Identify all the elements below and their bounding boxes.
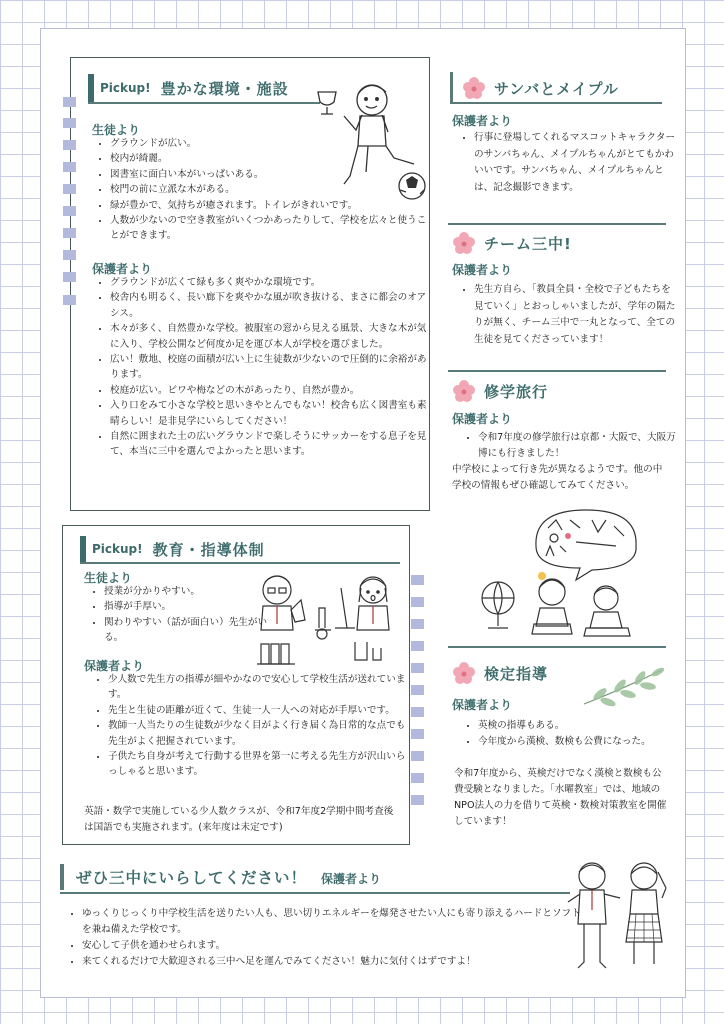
- title-underline: [450, 102, 662, 104]
- binder-tab: [63, 118, 76, 128]
- parents-heading: 保護者より: [452, 114, 513, 128]
- title-underline: [88, 102, 320, 104]
- binder-tab: [63, 272, 76, 282]
- list-item: • 先生方自ら、「教員全員・全校で子どもたちを見ていく」とおっしゃいましたが、学年の隔たりが無く、チーム三中で一丸となって、全ての生徒を見てくださっています！: [474, 282, 678, 348]
- list-item: • 校庭が広い。ビワや梅などの木があったり、自然が豊か。: [110, 383, 428, 398]
- parents-heading: 保護者より: [452, 412, 513, 426]
- list-item: • 少人数で先生方の指導が細やかなので安心して学校生活が送れています。: [108, 672, 414, 703]
- pickup-education-title: [80, 536, 406, 562]
- note-text: 英語・数学で実施している少人数クラスが、令和7年度2学期中間考査後は国語でも実施されます。(来年度は未定です): [84, 806, 394, 833]
- list-item: • グラウンドが広くて緑も多く爽やかな環境です。: [110, 275, 428, 290]
- students-list: [90, 584, 284, 646]
- list-item: • 指導が手厚い。: [104, 599, 284, 614]
- parents-heading: 保護者より: [452, 698, 513, 712]
- parents-list: [94, 672, 414, 780]
- pickup-tag: Pickup!: [100, 81, 151, 95]
- section-divider: [448, 223, 666, 225]
- samba-title: [462, 74, 619, 102]
- two-students-illustration: [566, 858, 672, 974]
- team-title: [452, 230, 572, 256]
- flower-icon: [452, 379, 476, 403]
- binder-tab: [411, 597, 424, 607]
- section-title: 修学旅行: [484, 382, 549, 401]
- section-divider: [448, 646, 666, 648]
- list-item: • 人数が少ないので空き教室がいくつかあったりして、学校を広々と使うことができます。: [110, 213, 428, 244]
- parents-list: [96, 275, 428, 460]
- list-item: • 自然に囲まれた土の広いグラウンドで楽しそうにサッカーをする息子を見て、本当に三中を選んでよかったと思います。: [110, 429, 428, 460]
- parents-heading: 保護者より: [452, 263, 513, 277]
- bottom-title: [76, 866, 381, 888]
- bottom-list: [68, 906, 582, 970]
- section-title: サンバとメイプル: [494, 79, 619, 98]
- binder-tab: [63, 140, 76, 150]
- section-title: チーム三中!: [484, 234, 572, 253]
- pickup-tag: Pickup!: [92, 542, 143, 556]
- section-title: ぜひ三中にいらしてください！: [76, 869, 308, 887]
- title-underline: [60, 892, 570, 894]
- students-heading: 生徒より: [84, 571, 133, 585]
- binder-tab: [63, 162, 76, 172]
- trophy-icon: [318, 92, 336, 105]
- parents-heading: 保護者より: [92, 262, 153, 276]
- trip-title: [452, 378, 548, 404]
- flower-icon: [462, 76, 486, 100]
- list-item: • 入り口をみて小さな学校と思いきやとんでもない！校舎も広く図書室も素晴らしい！是非見学にいらしてください！: [110, 398, 428, 429]
- list-item: • グラウンドが広い。: [110, 136, 428, 151]
- binder-tab: [63, 97, 76, 107]
- list-item: • 教師一人当たりの生徒数が少なく目がよく行き届く為日常的な点でも先生がよく把握されています。: [108, 718, 414, 749]
- title-accent: [450, 72, 453, 102]
- section-divider: [448, 370, 666, 372]
- list-item: • 校内が綺麗。: [110, 151, 428, 166]
- flower-icon: [452, 661, 476, 685]
- list-item: • 令和7年度の修学旅行は京都・大阪で、大阪万博にも行きました！: [478, 430, 678, 462]
- list-item: • 広い！敷地、校庭の面積が広い上に生徒数が少ないので圧倒的に余裕があります。: [110, 352, 428, 383]
- trip-list: [464, 430, 678, 462]
- parents-heading: 保護者より: [84, 659, 145, 673]
- binder-tab: [63, 184, 76, 194]
- list-item: • ゆっくりじっくり中学校生活を送りたい人も、思い切りエネルギーを爆発させたい人にも寄り添えるハードとソフトを兼ね備えた学校です。: [82, 906, 582, 938]
- parents-heading: 保護者より: [321, 872, 382, 886]
- kentei-list: [464, 718, 678, 750]
- list-item: • 授業が分かりやすい。: [104, 584, 284, 599]
- list-item: • 来てくれるだけで大歓迎される三中へ足を運んでみてください！魅力に気付くはずですよ！: [82, 954, 582, 970]
- list-item: • 子供たち自身が考えて行動する世界を第一に考える先生方が沢山いらっしゃると思います。: [108, 749, 414, 780]
- students-heading: 生徒より: [92, 123, 141, 137]
- binder-tab: [63, 250, 76, 260]
- list-item: • 行事に登場してくれるマスコットキャラクターのサンバちゃん、メイプルちゃんがとてもかわいいです。サンバちゃん、メイプルちゃんとは、記念撮影できます。: [474, 130, 678, 196]
- title-underline: [80, 562, 400, 564]
- list-item: • 校舎内も明るく、長い廊下を爽やかな風が吹き抜ける、まさに都会のオアシス。: [110, 290, 428, 321]
- list-item: • 先生と生徒の距離が近くて、生徒一人一人への対応が手厚いです。: [108, 703, 414, 718]
- flower-icon: [452, 231, 476, 255]
- leaf-icon: [580, 666, 666, 708]
- binder-tab: [411, 795, 424, 805]
- list-item: • 安心して子供を通わせられます。: [82, 938, 582, 954]
- list-item: • 今年度から漢検、数検も公費になった。: [478, 734, 678, 750]
- samba-list: [460, 130, 678, 196]
- title-accent: [60, 864, 64, 890]
- list-item: • 関わりやすい（話が面白い）先生がいる。: [104, 615, 284, 646]
- list-item: • 英検の指導もある。: [478, 718, 678, 734]
- list-item: • 校門の前に立派な木がある。: [110, 182, 428, 197]
- binder-tab: [63, 295, 76, 305]
- binder-tab: [63, 228, 76, 238]
- section-title: 豊かな環境・施設: [160, 79, 289, 98]
- binder-tab: [411, 575, 424, 585]
- list-item: • 木々が多く、自然豊かな学校。被服室の窓から見える風景、大きな木が気に入り、学校公開など何度か足を運び本人が学校を選びました。: [110, 321, 428, 352]
- kentei-note: 令和7年度から、英検だけでなく漢検と数検も公費受験となりました。「水曜教室」では、地域のNPO法人の力を借りて英検・数検対策教室を開催しています！: [454, 768, 667, 827]
- kentei-title: [452, 660, 548, 686]
- binder-tab: [411, 641, 424, 651]
- binder-tab: [63, 206, 76, 216]
- section-title: 教育・指導体制: [152, 540, 265, 559]
- students-list: [96, 136, 428, 244]
- list-item: • 緑が豊かで、気持ちが癒されます。トイレがきれいです。: [110, 198, 428, 213]
- globe-students-illustration: [476, 506, 654, 640]
- section-title: 検定指導: [484, 664, 549, 683]
- team-list: [460, 282, 678, 348]
- binder-tab: [411, 619, 424, 629]
- list-item: • 図書室に面白い本がいっぱいある。: [110, 167, 428, 182]
- trip-note: 中学校によって行き先が異なるようです。他の中学校の情報もぜひ確認してみてください。: [452, 464, 663, 491]
